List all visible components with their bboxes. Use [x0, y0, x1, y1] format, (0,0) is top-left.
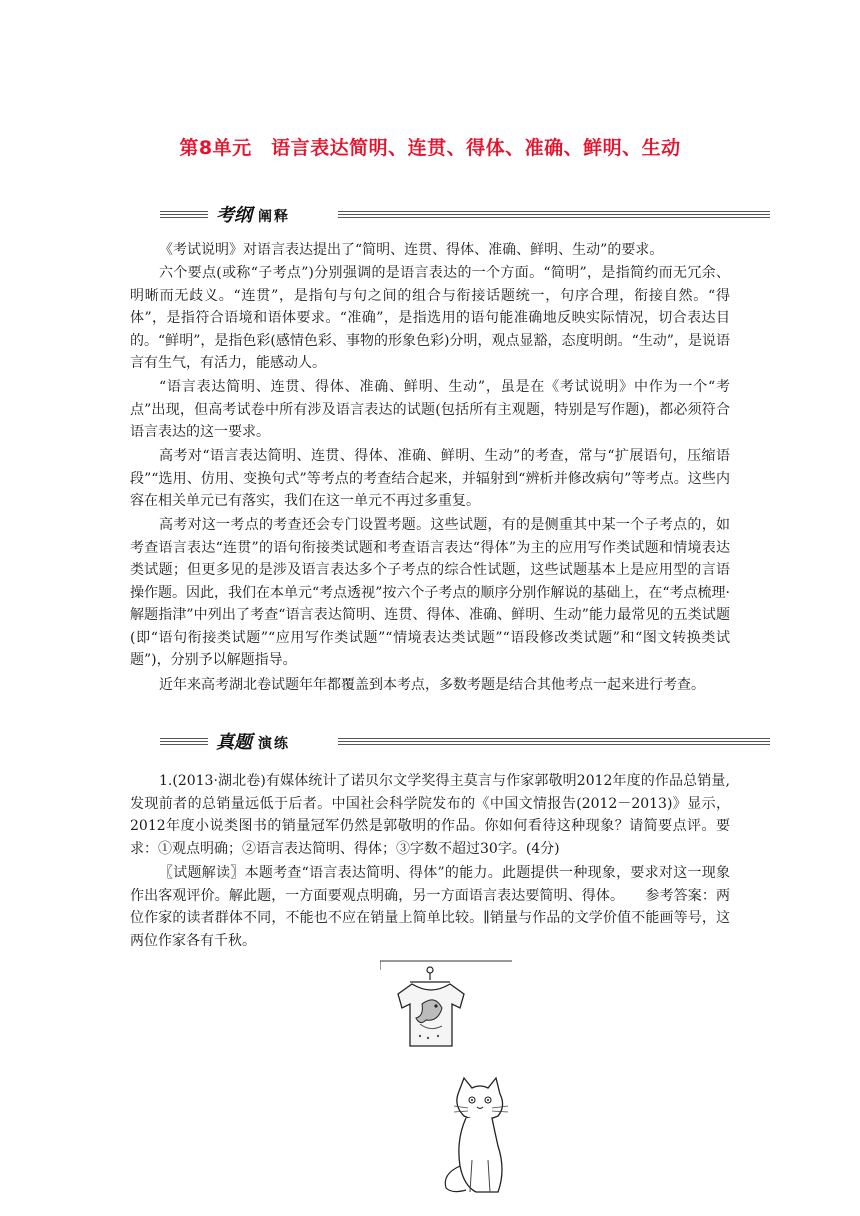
header-rule-right [338, 738, 770, 747]
section-label-main: 考纲 [216, 205, 252, 226]
paragraph: 近年来高考湖北卷试题年年都覆盖到本考点，多数考题是结合其他考点一起来进行考查。 [159, 677, 705, 693]
cartoon-image [380, 960, 512, 1196]
section-label [216, 205, 290, 227]
question-text: 1.(2013·湖北卷)有媒体统计了诺贝尔文学奖得主莫言与作家郭敬明2012年度的作品总销量,发现前者的总销量远低于后者。中国社会科学院发布的《中国文情报告(2012－2013)》显示，2012年度小说类图书的销量冠军仍然是郭敬明的作品。你如何看待这种现象？请简要点评。要求：①观点明确；②语言表达简明、得体；③字数不超过30字。(4分) [130, 773, 730, 857]
paragraph: 高考对“语言表达简明、连贯、得体、准确、鲜明、生动”的考查，常与“扩展语句，压缩语段”“选用、仿用、变换句式”等考点的考查结合起来，并辐射到“辨析并修改病句”等考点。这些内容在相关单元已有落实，我们在这一单元不再过多重复。 [130, 448, 730, 509]
header-rule-right [338, 211, 770, 220]
header-rule-left [160, 211, 208, 220]
page-title: 第8单元 语言表达简明、连贯、得体、准确、鲜明、生动 [179, 137, 681, 159]
paragraph: 六个要点(或称“子考点”)分别强调的是语言表达的一个方面。“简明”，是指简约而无冗余、明晰而无歧义。“连贯”，是指句与句之间的组合与衔接话题统一，句序合理，衔接自然。“得体”，是指符合语境和语体要求。“准确”，是指选用的语句能准确地反映实际情况，切合表达目的。“鲜明”，是指色彩(感情色彩、事物的形象色彩)分明，观点显豁，态度明朗。“生动”，是说语言有生气，有活力，能感动人。 [130, 265, 730, 371]
section-label [216, 732, 290, 754]
section-label-main: 真题 [216, 732, 252, 753]
paragraph: “语言表达简明、连贯、得体、准确、鲜明、生动”，虽是在《考试说明》中作为一个“考点”出现，但高考试卷中所有涉及语言表达的试题(包括所有主观题，特别是写作题)，都必须符合语言表达的这一要求。 [130, 379, 730, 440]
section-label-sub: 阐释 [258, 209, 290, 225]
question-analysis: 〖试题解读〗本题考查“语言表达简明、得体”的能力。此题提供一种现象，要求对这一现象作出客观评价。解此题，一方面要观点明确，另一方面语言表达要简明、得体。 参考答案：两位作家的读者群体不同，不能也不应在销量上简单比较。∥销量与作品的文学价值不能画等号，这两位作家各有千秋。 [130, 865, 730, 949]
section-header-real-exam-practice [160, 732, 770, 754]
header-rule-left [160, 738, 208, 747]
cartoon-illustration [380, 960, 512, 1196]
section-header-exam-outline [160, 205, 770, 227]
paragraph: 高考对这一考点的考查还会专门设置考题。这些试题，有的是侧重其中某一个子考点的，如考查语言表达“连贯”的语句衔接类试题和考查语言表达“得体”为主的应用写作类试题和情境表达类试题；但更多见的是涉及语言表达多个子考点的综合性试题，这些试题基本上是应用型的言语操作题。因此，我们在本单元“考点透视”按六个子考点的顺序分别作解说的基础上，在“考点梳理·解题指津”中列出了考查“语言表达简明、连贯、得体、准确、鲜明、生动”能力最常见的五类试题(即“语句衔接类试题”“应用写作类试题”“情境表达类试题”“语段修改类试题”和“图文转换类试题”)，分别予以解题指导。 [130, 517, 730, 668]
paragraph: 《考试说明》对语言表达提出了“简明、连贯、得体、准确、鲜明、生动”的要求。 [159, 242, 664, 258]
section-label-sub: 演练 [258, 736, 290, 752]
